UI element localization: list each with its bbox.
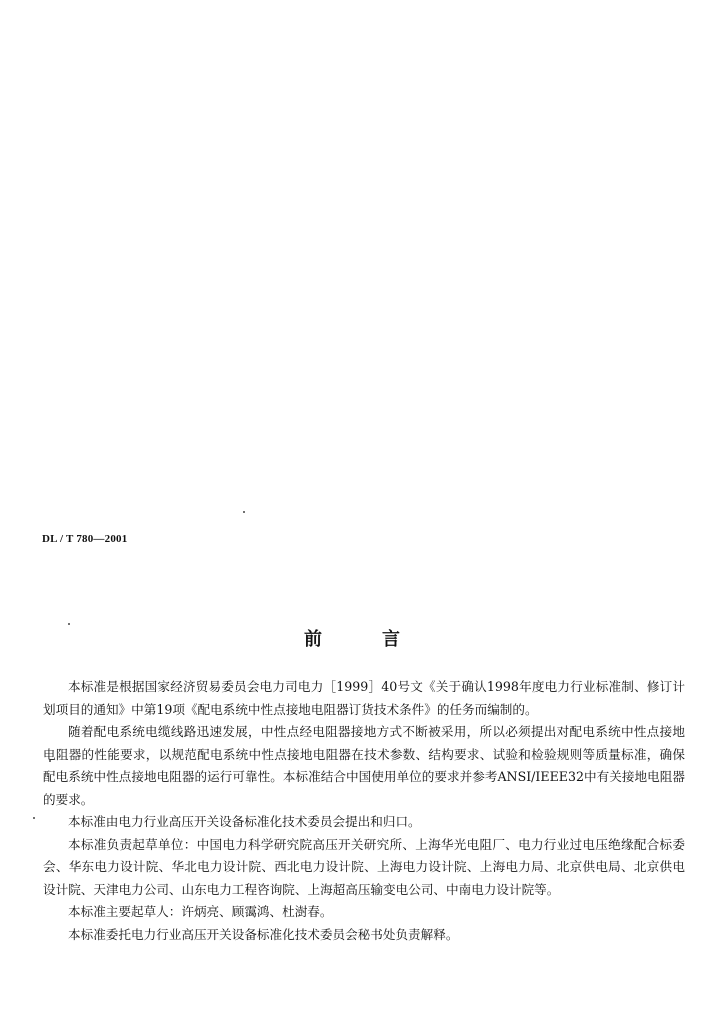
scan-speck bbox=[33, 817, 35, 819]
foreword-paragraph: 本标准由电力行业高压开关设备标准化技术委员会提出和归口。 bbox=[68, 814, 421, 829]
standard-code: DL / T 780—2001 bbox=[42, 533, 128, 545]
scan-speck bbox=[68, 623, 70, 625]
foreword-paragraph: 随着配电系统电缆线路迅速发展，中性点经电阻器接地方式不断被采用，所以必须提出对配电系统中性点接地电阻器的性能要求，以规范配电系统中性点接地电阻器在技术参数、结构要求、试验和检验规则等质量标准，确保配电系统中性点接地电阻器的运行可靠性。本标准结合中国使用单位的要求并参考ANSI/IEEE32中有关接地电阻器的要求。 bbox=[43, 724, 685, 807]
foreword-body bbox=[43, 676, 685, 946]
foreword-paragraph: 本标准负责起草单位：中国电力科学研究院高压开关研究所、上海华光电阻厂、电力行业过电压绝缘配合标委会、华东电力设计院、华北电力设计院、西北电力设计院、上海电力设计院、上海电力局、北京供电局、北京供电设计院、天津电力公司、山东电力工程咨询院、上海超高压输变电公司、中南电力设计院等。 bbox=[43, 836, 685, 897]
foreword-title: 前言 bbox=[304, 629, 460, 650]
foreword-paragraph: 本标准委托电力行业高压开关设备标准化技术委员会秘书处负责解释。 bbox=[68, 926, 459, 942]
scan-speck bbox=[243, 511, 245, 513]
foreword-paragraph: 本标准主要起草人：许炳亮、顾霭鸿、杜澍春。 bbox=[68, 904, 333, 919]
foreword-paragraph: 本标准是根据国家经济贸易委员会电力司电力［1999］40号文《关于确认1998年度电力行业标准制、修订计划项目的通知》中第19项《配电系统中性点接地电阻器订货技术条件》的任务而编制的。 bbox=[43, 679, 685, 717]
